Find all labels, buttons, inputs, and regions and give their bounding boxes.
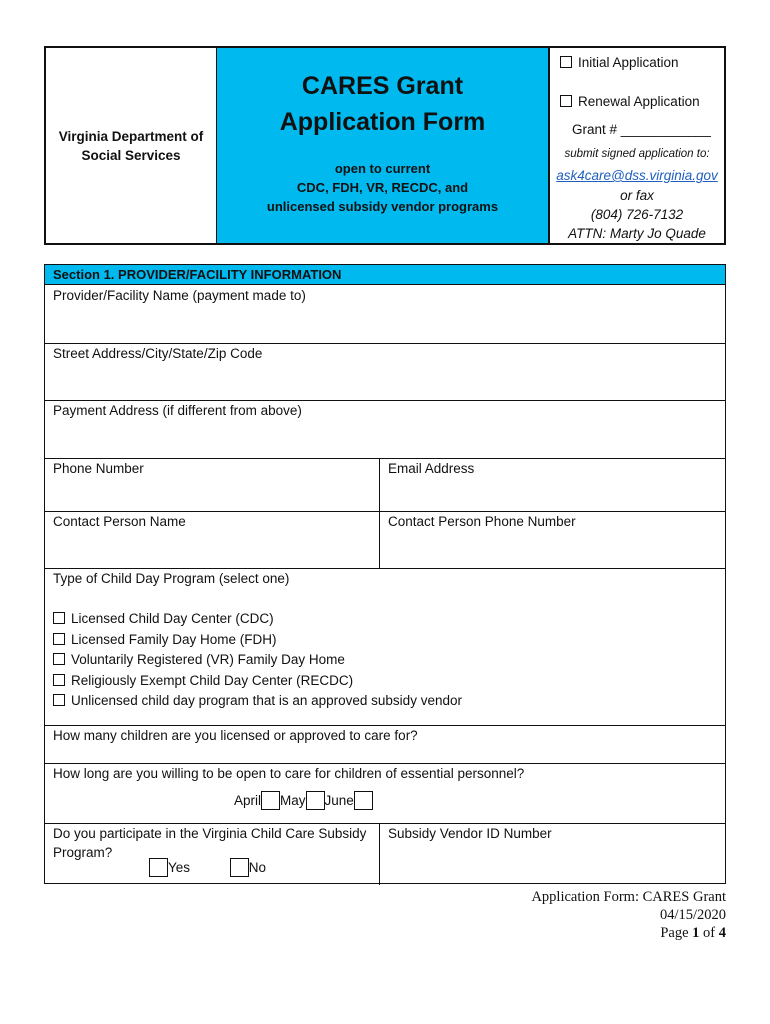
section-1-provider-info [44, 264, 726, 884]
initial-application-checkbox[interactable] [560, 56, 572, 68]
form-title [217, 68, 548, 140]
program-option-fdh[interactable] [53, 630, 462, 651]
checkbox[interactable] [53, 674, 65, 686]
vendor-id-field[interactable] [380, 823, 725, 885]
title-panel [217, 48, 550, 243]
provider-name-label: Provider/Facility Name (payment made to) [53, 288, 306, 303]
program-type-label: Type of Child Day Program (select one) [53, 571, 290, 586]
program-options-list [53, 609, 462, 712]
page-current: 1 [692, 925, 700, 941]
page-prefix: Page [660, 925, 689, 941]
fax-number: (804) 726-7132 [590, 207, 684, 222]
june-label: June [324, 793, 354, 808]
program-option-recdc[interactable] [53, 671, 462, 692]
contact-phone-field[interactable] [380, 511, 725, 568]
eligibility-line-2: CDC, FDH, VR, RECDC, and [296, 180, 469, 195]
grant-number-field[interactable]: Grant # ____________ [572, 122, 711, 137]
option-label: Licensed Child Day Center (CDC) [71, 611, 274, 626]
checkbox[interactable] [53, 612, 65, 624]
april-label: April [234, 793, 262, 808]
eligibility-line-3: unlicensed subsidy vendor programs [266, 199, 499, 214]
renewal-application-checkbox[interactable] [560, 95, 572, 107]
may-checkbox[interactable] [306, 791, 325, 810]
submit-note: submit signed application to: [564, 148, 710, 160]
subsidy-question [53, 824, 366, 862]
page-indicator [531, 924, 726, 942]
eligibility-note [217, 159, 548, 216]
subsidy-question-line-1: Do you participate in the Virginia Child Care Subsidy [53, 826, 367, 841]
option-label: Religiously Exempt Child Day Center (RECDC) [71, 672, 354, 688]
contact-name-field[interactable] [45, 511, 379, 568]
payment-address-field[interactable] [45, 400, 725, 459]
no-checkbox[interactable] [230, 858, 249, 877]
page-footer [531, 888, 726, 942]
agency-name [46, 48, 217, 243]
contact-phone-label: Contact Person Phone Number [388, 514, 576, 529]
program-option-unlicensed[interactable] [53, 691, 462, 712]
program-option-vr[interactable] [53, 650, 462, 671]
contact-name-label: Contact Person Name [53, 514, 186, 529]
application-type-panel [550, 48, 724, 243]
title-line-2: Application Form [279, 108, 486, 136]
contact-row [45, 511, 725, 569]
page-total: 4 [718, 925, 726, 941]
attention-line: ATTN: Marty Jo Quade [568, 226, 706, 241]
yes-checkbox[interactable] [149, 858, 168, 877]
payment-address-label: Payment Address (if different from above) [53, 403, 302, 418]
footer-form-name: Application Form: CARES Grant [531, 889, 726, 905]
yes-label: Yes [168, 860, 191, 875]
children-count-label: How many children are you licensed or approved to care for? [53, 728, 418, 743]
no-label: No [248, 860, 267, 875]
subsidy-participation-group [45, 823, 379, 885]
or-fax-text: or fax [620, 188, 654, 203]
checkbox[interactable] [53, 653, 65, 665]
email-address-field[interactable] [380, 458, 725, 511]
street-address-label: Street Address/City/State/Zip Code [53, 346, 263, 361]
april-checkbox[interactable] [261, 791, 280, 810]
phone-number-label: Phone Number [53, 461, 144, 476]
subsidy-question-line-2: Program? [53, 845, 113, 860]
page-of: of [703, 925, 716, 941]
section-heading: Section 1. PROVIDER/FACILITY INFORMATION [45, 265, 725, 285]
june-checkbox[interactable] [354, 791, 373, 810]
initial-application-option[interactable] [560, 55, 679, 70]
street-address-field[interactable] [45, 343, 725, 401]
subsidy-row [45, 823, 725, 885]
agency-line-1: Virginia Department of [58, 128, 204, 144]
agency-line-2: Social Services [81, 147, 181, 163]
phone-email-row [45, 458, 725, 512]
program-type-group [45, 568, 725, 726]
initial-application-label: Initial Application [578, 55, 679, 70]
may-label: May [280, 793, 306, 808]
footer-date: 04/15/2020 [659, 907, 726, 923]
option-label: Voluntarily Registered (VR) Family Day Home [71, 652, 345, 667]
subsidy-answer-options [149, 858, 266, 877]
title-line-1: CARES Grant [301, 72, 464, 100]
children-count-field[interactable] [45, 725, 725, 764]
form-header [44, 46, 726, 245]
open-duration-label: How long are you willing to be open to care for children of essential personnel? [53, 766, 525, 781]
eligibility-line-1: open to current [334, 161, 431, 176]
phone-number-field[interactable] [45, 458, 379, 511]
renewal-application-option[interactable] [560, 94, 700, 109]
provider-name-field[interactable] [45, 285, 725, 344]
program-option-cdc[interactable] [53, 609, 462, 630]
email-link[interactable]: ask4care@dss.virginia.gov [556, 168, 718, 183]
month-options [234, 791, 373, 810]
checkbox[interactable] [53, 633, 65, 645]
renewal-application-label: Renewal Application [578, 94, 700, 109]
checkbox[interactable] [53, 694, 65, 706]
option-label: Unlicensed child day program that is an approved subsidy vendor [71, 693, 462, 708]
vendor-id-label: Subsidy Vendor ID Number [388, 826, 552, 841]
option-label: Licensed Family Day Home (FDH) [71, 631, 277, 647]
email-address-label: Email Address [388, 461, 475, 476]
open-duration-group [45, 763, 725, 824]
